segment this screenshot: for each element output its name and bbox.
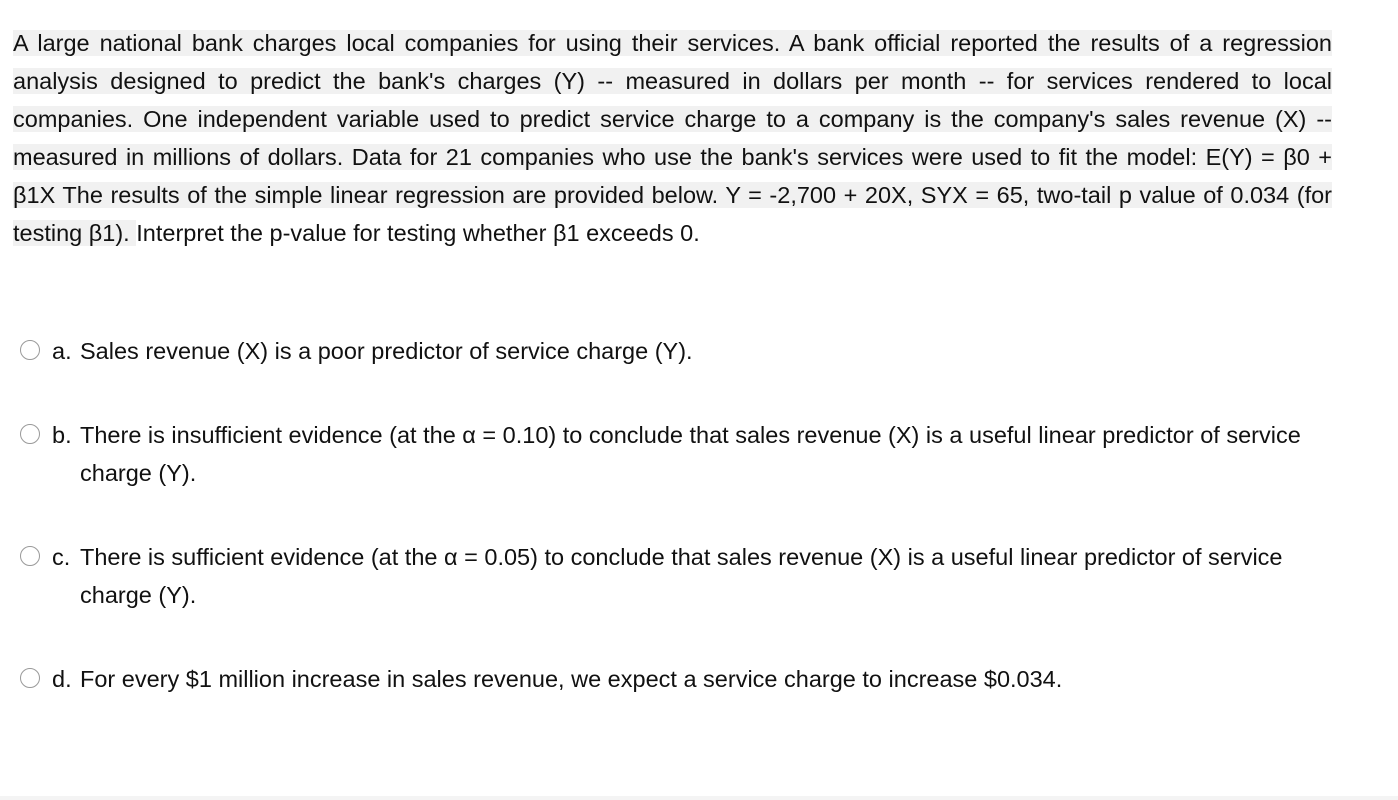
question-prompt-text: Interpret the p-value for testing whether β1 exceeds 0. <box>136 220 700 246</box>
option-a-radio[interactable] <box>20 340 40 360</box>
option-d-radio[interactable] <box>20 668 40 688</box>
option-c-letter: c. <box>52 544 71 570</box>
option-d-text: For every $1 million increase in sales revenue, we expect a service charge to increase $0.034. <box>80 666 1063 692</box>
question-text <box>13 24 1332 252</box>
question-highlighted-text: A large national bank charges local companies for using their services. A bank official reported the results of a regression analysis designed to predict the bank's charges (Y) -- measured in dollars per month -- for services rendered to local companies. One independent variable used to predict service charge to a company is the company's sales revenue (X) -- measured in millions of dollars. Data for 21 companies who use the bank's services were used to fit the model: E(Y) = β0 + β1X The results of the simple linear regression are provided below. Y = -2,700 + 20X, SYX = 65, two-tail p value of 0.034 (for testing β1). <box>13 30 1332 246</box>
option-a-text: Sales revenue (X) is a poor predictor of service charge (Y). <box>80 338 693 364</box>
option-a[interactable] <box>20 332 1340 370</box>
option-c-text: There is sufficient evidence (at the α = 0.05) to conclude that sales revenue (X) is a useful linear predictor of service charge (Y). <box>80 544 1283 608</box>
option-c-radio[interactable] <box>20 546 40 566</box>
option-d[interactable] <box>20 660 1340 698</box>
option-a-letter: a. <box>52 338 72 364</box>
option-b-text: There is insufficient evidence (at the α = 0.10) to conclude that sales revenue (X) is a useful linear predictor of service charge (Y). <box>80 422 1301 486</box>
option-b-radio[interactable] <box>20 424 40 444</box>
option-b-letter: b. <box>52 422 72 448</box>
bottom-divider <box>0 796 1398 800</box>
option-c[interactable] <box>20 538 1340 614</box>
option-b[interactable] <box>20 416 1340 492</box>
option-d-letter: d. <box>52 666 72 692</box>
